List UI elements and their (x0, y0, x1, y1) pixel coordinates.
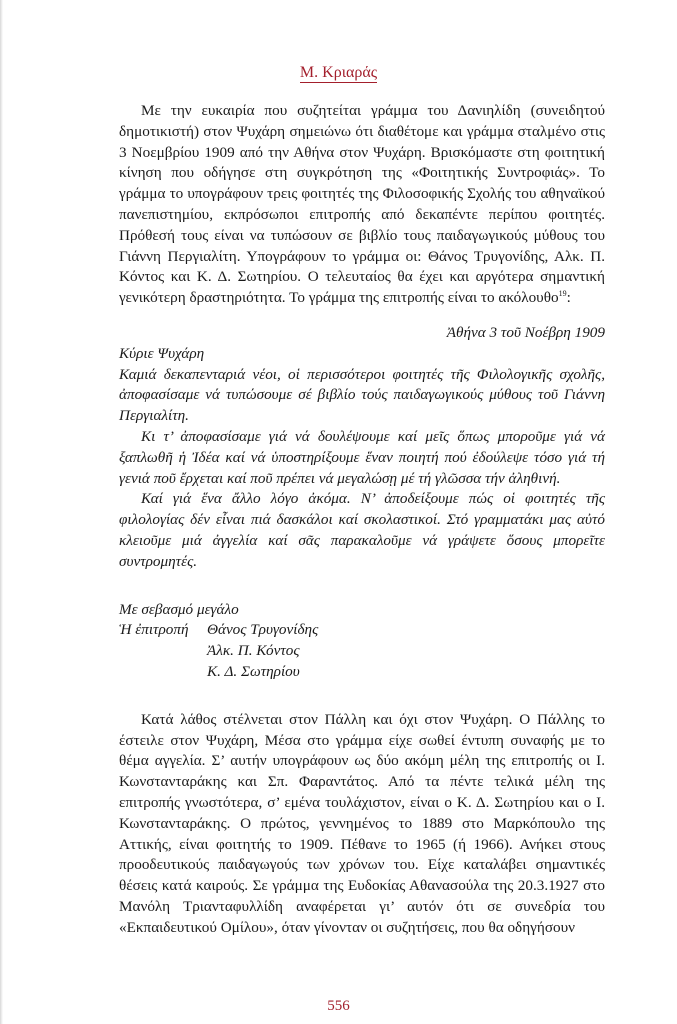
letter-paragraph: Καί γιά ἕνα ἄλλο λόγο ἀκόμα. Ν’ ἀποδείξουμε πώς οἱ φοιτητές τῆς φιλολογίας δέν εἶναι πιά δασκάλοι καί σκολαστικοί. Στό γραμματάκι μας αὐτό κλειοῦμε μιά ἀγγελία καί σᾶς παρακαλοῦμε νά γράψετε ὅσους μπορεῖτε συντρομητές. (119, 490, 605, 570)
letter-signature-block (119, 600, 605, 683)
intro-paragraph (119, 101, 605, 309)
page-edge-shadow (0, 0, 3, 1024)
intro-text: Με την ευκαιρία που συζητείται γράμμα του Δανιηλίδη (συνειδητού δημοτικιστή) στον Ψυχάρη σημειώνω ότι διαθέτομε και γράμμα σταλμένο στις 3 Νοεμβρίου 1909 από την Αθήνα στον Ψυχάρη. Βρισκόμαστε στη φοιτητική κίνηση που οδήγησε στη συγκρότηση της «Φοιτητικής Συντροφιάς». Το γράμμα το υπογράφουν τρεις φοιτητές της Φιλοσοφικής Σχολής του αθηναϊκού πανεπιστημίου, εκπρόσωποι επιτροπής από δεκαπέντε περίπου φοιτητές. Πρόθεσή τους είναι να τυπώσουν σε βιβλίο τους παιδαγωγικούς μύθους του Γιάννη Περγιαλίτη. Υπογράφουν το γράμμα οι: Θάνος Τρυγονίδης, Αλκ. Π. Κόντος και Κ. Δ. Σωτηρίου. Ο τελευταίος θα έχει και αργότερα σημαντική γενικότερη δραστηριότητα. Το γράμμα της επιτροπής είναι το ακόλουθο (119, 102, 605, 307)
signatory: Θάνος Τρυγονίδης (207, 621, 319, 639)
signatory: Κ. Δ. Σωτηρίου (207, 662, 300, 680)
letter-closing: Με σεβασμό μεγάλο (119, 600, 239, 618)
running-title: Μ. Κριαράς (299, 64, 378, 81)
letter-paragraph: Καμιά δεκαπενταριά νέοι, οἱ περισσότεροι φοιτητές τῆς Φιλολογικῆς σχολῆς, ἀποφασίσαμε νά τυπώσουμε σέ βιβλίο τούς παιδαγωγικούς μύθους τοῦ Γιάννη Περγιαλίτη. (119, 365, 605, 425)
page-number: 556 (327, 998, 350, 1014)
page-body (119, 101, 605, 938)
committee-label: Ἡ ἐπιτροπή (119, 621, 189, 639)
footnote-reference: 19 (558, 289, 567, 299)
letter-date: Ἀθήνα 3 τοῦ Νοέβρη 1909 (446, 323, 605, 341)
running-header (0, 64, 677, 82)
commentary-paragraph: Κατά λάθος στέλνεται στον Πάλλη και όχι στον Ψυχάρη. Ο Πάλλης το έστειλε στον Ψυχάρη, Μέσα στο γράμμα είχε σωθεί έντυπη συναφής με το θέμα αγγελία. Σ’ αυτήν υπογράφουν ως δύο ακόμη μέλη της επιτροπής οι Ι. Κωνστανταράκης και Σπ. Φαραντάτος. Από τα πέντε τελικά μέλη της επιτροπής γνωστότερα, σ’ εμένα τουλάχιστον, είναι ο Κ. Δ. Σωτηρίου και ο Ι. Κωνστανταράκης. Ο πρώτος, γεννημένος το 1889 στο Μαρκόπουλο της Αττικής, είναι φοιτητής το 1909. Πέθανε το 1965 (ή 1966). Ανήκει στους προοδευτικούς παιδαγωγούς των χρόνων του. Είχε καταλάβει σημαντικές θέσεις κατά καιρούς. Σε γράμμα της Ευδοκίας Αθανασούλα της 20.3.1927 στο Μανόλη Τριανταφυλλίδη αναφέρεται γι’ αυτόν ότι σε συνεδρία του «Εκπαιδευτικού Ομίλου», όταν γίνονταν οι συζητήσεις, που θα οδηγήσουν (119, 710, 605, 936)
intro-trailing: : (566, 289, 571, 307)
letter-paragraph: Κι τ’ ἀποφασίσαμε γιά νά δουλέψουμε καί μεῖς ὅπως μποροῦμε γιά νά ξαπλωθῆ ἡ Ἰδέα καί νά ὑποστηρίξουμε ἕναν ποιητή πού ἐδούλεψε τόσο γιά τή γενιά ποῦ ἔρχεται καί ποῦ πρέπει νά μεγαλώσῃ μέ τή γλῶσσα τήν ἀληθινή. (119, 427, 605, 487)
quoted-letter (119, 323, 605, 683)
letter-salutation: Κύριε Ψυχάρη (119, 344, 205, 362)
signatory: Ἀλκ. Π. Κόντος (207, 642, 300, 660)
